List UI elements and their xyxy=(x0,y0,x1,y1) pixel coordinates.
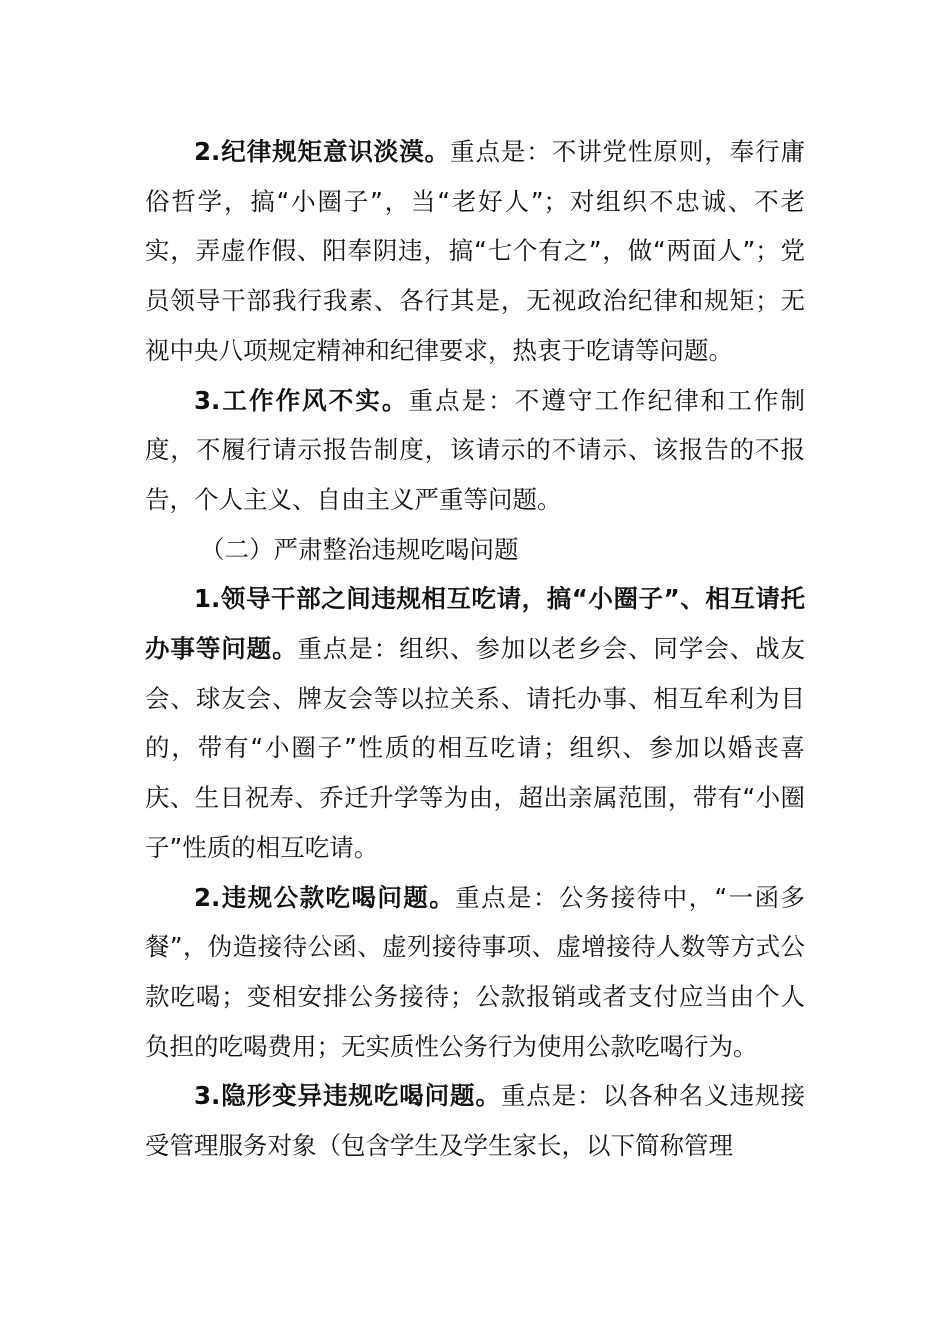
paragraph-lead: 3.工作作风不实。 xyxy=(194,385,409,415)
document-page xyxy=(145,127,805,1171)
paragraph-body: 重点是：以各种名义违规接受管理服务对象（包含学生及学生家长，以下简称管理 xyxy=(145,1081,806,1161)
section-heading: （二）严肃整治违规吃喝问题 xyxy=(200,534,519,564)
paragraph-lead: 2.违规公款吃喝问题。 xyxy=(194,882,456,912)
paragraph-body: 重点是：不讲党性原则，奉行庸俗哲学，搞“小圈子”，当“老好人”；对组织不忠诚、不老实，弄虚作假、阳奉阴违，搞“七个有之”，做“两面人”；党员领导干部我行我素、各行其是，无视政治纪律和规矩；无视中央八项规定精神和纪律要求，热衷于吃请等问题。 xyxy=(145,137,805,365)
paragraph-lead: 2.纪律规矩意识淡漠。 xyxy=(194,137,451,166)
paragraph-discipline xyxy=(145,127,805,376)
paragraph-lead: 3.隐形变异违规吃喝问题。 xyxy=(194,1081,501,1111)
paragraph-mutual-dining xyxy=(145,574,805,872)
paragraph-hidden-dining xyxy=(145,1071,805,1170)
paragraph-body: 重点是：不遵守工作纪律和工作制度，不履行请示报告制度，该请示的不请示、该报告的不报告，个人主义、自由主义严重等问题。 xyxy=(145,385,805,514)
paragraph-body: 重点是：公务接待中，“一函多餐”，伪造接待公函、虚列接待事项、虚增接待人数等方式公款吃喝；变相安排公务接待；公款报销或者支付应当由个人负担的吃喝费用；无实质性公务行为使用公款吃喝行为。 xyxy=(145,882,805,1061)
paragraph-body: 重点是：组织、参加以老乡会、同学会、战友会、球友会、牌友会等以拉关系、请托办事、相互牟利为目的，带有“小圈子”性质的相互吃请；组织、参加以婚丧喜庆、生日祝寿、乔迁升学等为由，超出亲属范围，带有“小圈子”性质的相互吃请。 xyxy=(145,634,806,862)
paragraph-work-style xyxy=(145,376,805,525)
paragraph-public-funds xyxy=(145,873,805,1072)
paragraph-lead: 1.领导干部之间违规相互吃请，搞“小圈子”、相互请托办事等问题。 xyxy=(145,584,805,664)
